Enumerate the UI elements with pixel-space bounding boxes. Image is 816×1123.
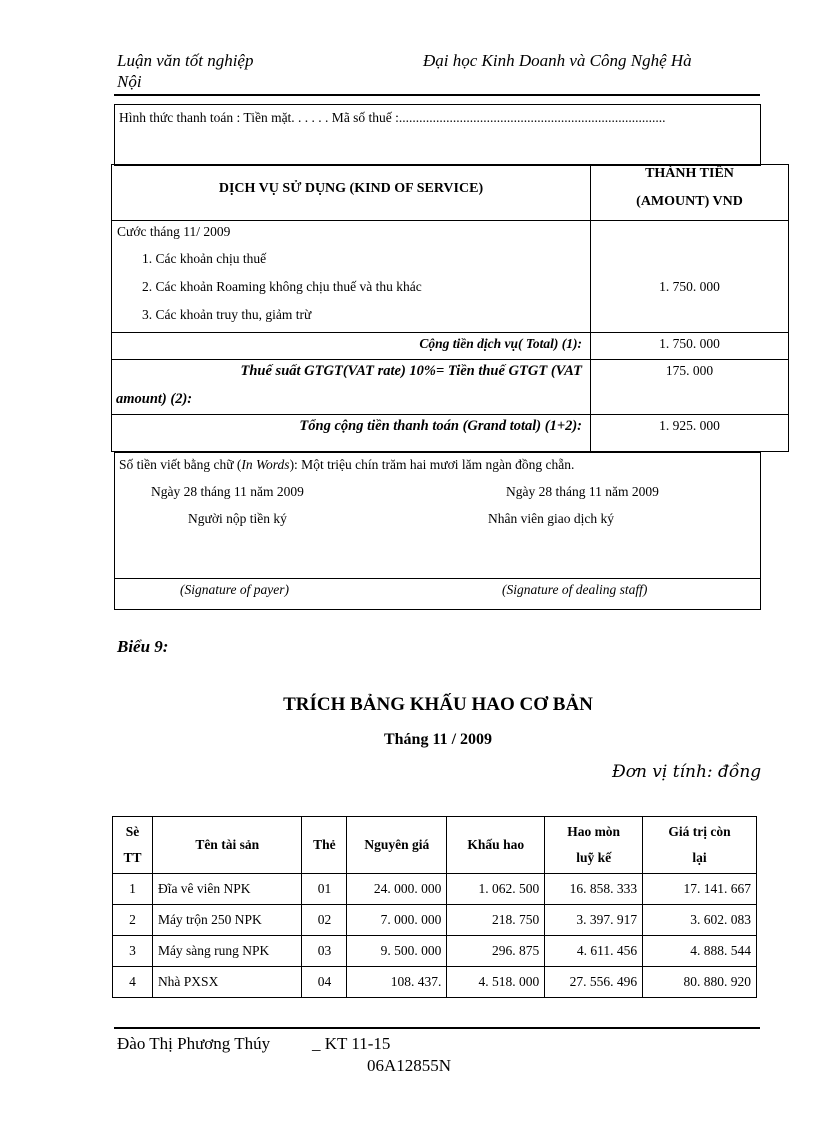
table-row	[113, 936, 757, 967]
amount-header-2: (AMOUNT) VND	[636, 194, 743, 209]
cell-accum: 16. 858. 333	[545, 874, 643, 905]
col-card: Thẻ	[302, 817, 347, 874]
date-left: Ngày 28 tháng 11 năm 2009	[151, 484, 304, 499]
cell-depr: 4. 518. 000	[447, 967, 545, 998]
signature-box	[114, 452, 761, 610]
service-item: 2. Các khoản Roaming không chịu thuế và thu khác	[142, 279, 422, 294]
amount-header-1: THÀNH TIỀN	[645, 166, 734, 181]
service-item: 3. Các khoản truy thu, giảm trừ	[142, 307, 312, 322]
cell-accum: 27. 556. 496	[545, 967, 643, 998]
header-rule	[114, 94, 760, 96]
table-row	[113, 874, 757, 905]
section-label: Biểu 9:	[117, 637, 169, 656]
payment-box	[114, 104, 761, 166]
footer-student-id: 06A12855N	[367, 1056, 452, 1075]
vat-label-2: amount) (2):	[116, 391, 193, 407]
items-amount: 1. 750. 000	[659, 279, 720, 294]
signature-payer: (Signature of payer)	[180, 582, 289, 597]
cell-cost: 9. 500. 000	[347, 936, 447, 967]
vat-label: Thuế suất GTGT(VAT rate) 10%= Tiền thuế GTGT (VAT	[240, 363, 582, 379]
row-rule	[112, 220, 788, 221]
col-cost: Nguyên giá	[347, 817, 447, 874]
signature-staff: (Signature of dealing staff)	[502, 582, 648, 597]
staff-label: Nhân viên giao dịch ký	[488, 511, 614, 526]
col-depr: Khấu hao	[447, 817, 545, 874]
cell-name: Nhà PXSX	[152, 967, 302, 998]
table-header-row	[113, 817, 757, 874]
row-rule	[112, 332, 788, 333]
section-title: TRÍCH BẢNG KHẤU HAO CƠ BẢN	[283, 694, 593, 715]
cell-cost: 7. 000. 000	[347, 905, 447, 936]
cell-name: Đĩa vê viên NPK	[152, 874, 302, 905]
cell-card: 03	[302, 936, 347, 967]
col-remain: Giá trị còn lại	[643, 817, 757, 874]
total-label: Cộng tiền dịch vụ( Total) (1):	[419, 336, 582, 351]
signature-rule	[115, 578, 760, 579]
cell-stt: 3	[113, 936, 153, 967]
cell-remain: 80. 880. 920	[643, 967, 757, 998]
date-right: Ngày 28 tháng 11 năm 2009	[506, 484, 659, 499]
service-header: DỊCH VỤ SỬ DỤNG (KIND OF SERVICE)	[218, 181, 484, 196]
cell-cost: 108. 437.	[347, 967, 447, 998]
depreciation-table	[112, 816, 757, 998]
header-left-line2: Nội	[117, 72, 142, 91]
section-subtitle: Tháng 11 / 2009	[383, 731, 493, 748]
row-rule	[112, 359, 788, 360]
cell-card: 02	[302, 905, 347, 936]
total-value: 1. 750. 000	[659, 336, 720, 351]
cell-stt: 1	[113, 874, 153, 905]
col-stt: Sè TT	[113, 817, 153, 874]
cell-remain: 4. 888. 544	[643, 936, 757, 967]
col-accum: Hao mòn luỹ kế	[545, 817, 643, 874]
col-name: Tên tài sản	[152, 817, 302, 874]
cell-stt: 4	[113, 967, 153, 998]
row-rule	[112, 414, 788, 415]
footer-rule	[114, 1027, 760, 1029]
header-right: Đại học Kinh Doanh và Công Nghệ Hà	[423, 51, 692, 70]
cell-remain: 3. 602. 083	[643, 905, 757, 936]
cell-stt: 2	[113, 905, 153, 936]
service-period: Cước tháng 11/ 2009	[117, 224, 231, 239]
cell-depr: 218. 750	[447, 905, 545, 936]
grand-total-value: 1. 925. 000	[659, 418, 720, 433]
cell-accum: 3. 397. 917	[545, 905, 643, 936]
amount-in-words: Số tiền viết bằng chữ (In Words): Một triệu chín trăm hai mươi lăm ngàn đồng chẵn.	[119, 457, 575, 472]
cell-cost: 24. 000. 000	[347, 874, 447, 905]
cell-depr: 296. 875	[447, 936, 545, 967]
payer-label: Người nộp tiền ký	[188, 511, 287, 526]
footer-author: Đào Thị Phương Thúy	[117, 1034, 271, 1053]
header-left: Luận văn tốt nghiệp	[117, 51, 254, 70]
vat-value: 175. 000	[665, 363, 714, 378]
cell-name: Máy sàng rung NPK	[152, 936, 302, 967]
cell-card: 01	[302, 874, 347, 905]
unit-label: Đơn vị tính: đồng	[612, 762, 762, 782]
service-table	[111, 164, 789, 452]
table-row	[113, 967, 757, 998]
cell-depr: 1. 062. 500	[447, 874, 545, 905]
cell-accum: 4. 611. 456	[545, 936, 643, 967]
cell-remain: 17. 141. 667	[643, 874, 757, 905]
cell-card: 04	[302, 967, 347, 998]
cell-name: Máy trộn 250 NPK	[152, 905, 302, 936]
table-row	[113, 905, 757, 936]
payment-line: Hình thức thanh toán : Tiền mặt. . . . . . Mã số thuế :...............................................................................	[119, 110, 666, 125]
footer-class: _ KT 11-15	[312, 1034, 391, 1053]
grand-total-label: Tổng cộng tiền thanh toán (Grand total) (1+2):	[299, 418, 582, 434]
service-item: 1. Các khoản chịu thuế	[142, 251, 267, 266]
